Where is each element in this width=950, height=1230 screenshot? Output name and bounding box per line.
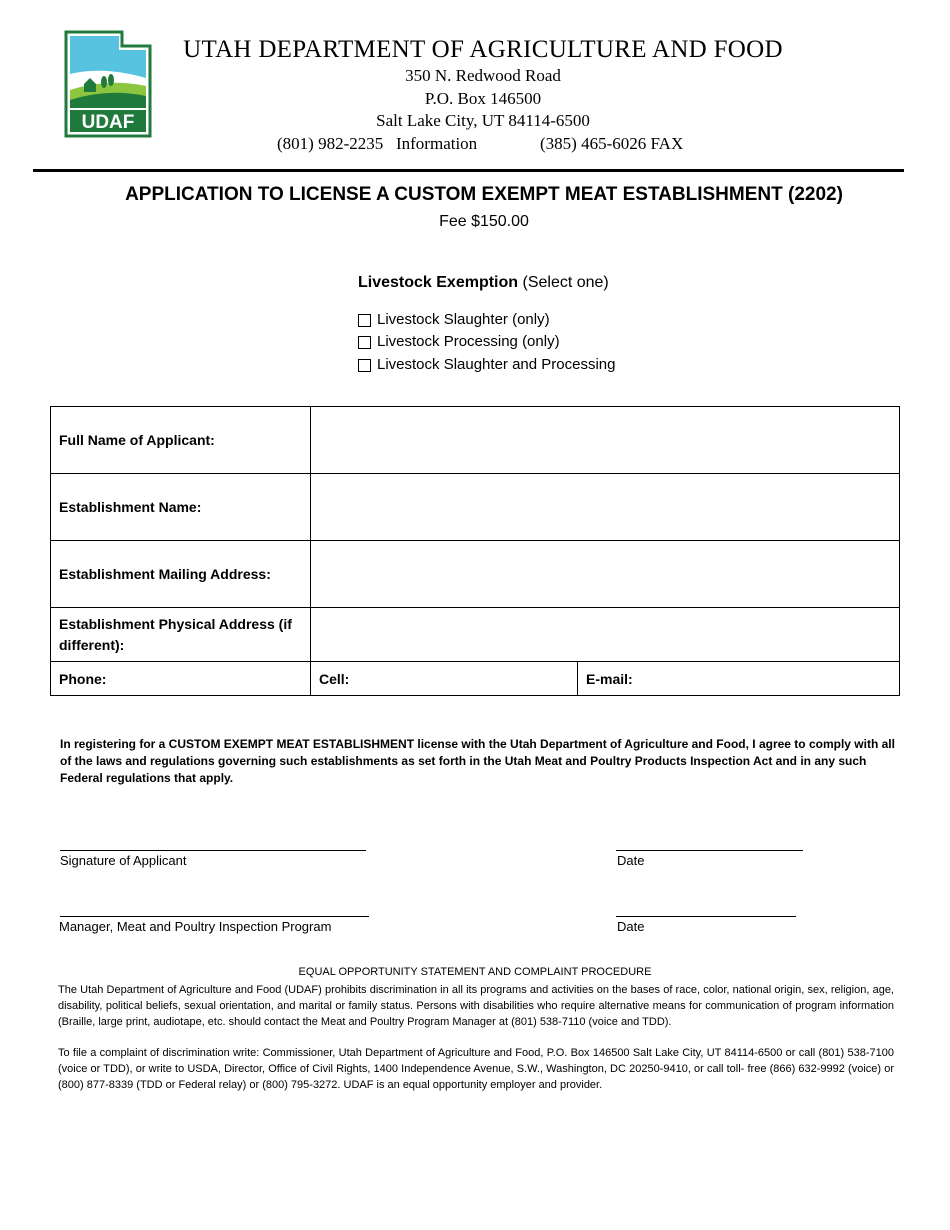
- email-label: E-mail:: [586, 670, 633, 687]
- option-processing[interactable]: [358, 333, 560, 350]
- establishment-name-field[interactable]: [311, 474, 900, 541]
- checkbox-icon[interactable]: [358, 336, 371, 349]
- manager-date-label: Date: [617, 919, 645, 934]
- address-line-2: P.O. Box 146500: [424, 89, 542, 108]
- email-field[interactable]: [578, 662, 900, 696]
- mailing-address-field[interactable]: [311, 541, 900, 608]
- option-label: Livestock Slaughter and Processing: [377, 356, 616, 373]
- physical-address-field[interactable]: [311, 608, 900, 662]
- applicant-date-line[interactable]: [616, 850, 803, 851]
- equal-opportunity-title: EQUAL OPPORTUNITY STATEMENT AND COMPLAINT PROCEDURE: [298, 966, 652, 978]
- logo-text: UDAF: [81, 112, 135, 133]
- full-name-label: Full Name of Applicant:: [51, 407, 311, 474]
- mailing-address-label: Establishment Mailing Address:: [51, 541, 311, 608]
- address-line-1: 350 N. Redwood Road: [405, 66, 561, 85]
- phone-label: Phone:: [59, 670, 107, 687]
- udaf-logo: [64, 30, 152, 138]
- option-label: Livestock Processing (only): [377, 333, 560, 350]
- address-line-3: Salt Lake City, UT 84114-6500: [376, 111, 590, 130]
- agreement-statement: In registering for a CUSTOM EXEMPT MEAT ESTABLISHMENT license with the Utah Department of Agriculture and Food, I agree to comply with all of the laws and regulations governing such establishments as set forth in the Utah Meat and Poultry Products Inspection Act and in any such Federal regulations that apply.: [60, 737, 895, 785]
- complaint-procedure-paragraph: To file a complaint of discrimination write: Commissioner, Utah Department of Agriculture and Food, P.O. Box 146500 Salt Lake City, UT 84114-6500 or call (801) 538-7100 (voice or TDD), or write to USDA, Director, Office of Civil Rights, 1400 Independence Avenue, S.W., Washington, DC 20250-9410, or call toll- free (866) 632-9992 (voice) or (800) 877-8339 (TDD or Federal relay) or (800) 795-3272. UDAF is an equal opportunity employer and provider.: [58, 1047, 894, 1091]
- applicant-signature-line[interactable]: [60, 850, 366, 851]
- phone-field[interactable]: [51, 662, 311, 696]
- full-name-field[interactable]: [311, 407, 900, 474]
- exemption-title: Livestock Exemption: [358, 274, 519, 291]
- manager-signature-label: Manager, Meat and Poultry Inspection Program: [59, 919, 332, 934]
- manager-signature-line[interactable]: [60, 916, 369, 917]
- checkbox-icon[interactable]: [358, 359, 371, 372]
- phone-fax: (385) 465-6026 FAX: [540, 134, 684, 153]
- manager-date-line[interactable]: [616, 916, 796, 917]
- applicant-signature-label: Signature of Applicant: [60, 853, 187, 868]
- option-label: Livestock Slaughter (only): [377, 311, 550, 328]
- establishment-name-label: Establishment Name:: [51, 474, 311, 541]
- applicant-form-table: [50, 406, 900, 696]
- applicant-date-label: Date: [617, 853, 645, 868]
- option-slaughter-and-processing[interactable]: [358, 356, 615, 373]
- fee: Fee $150.00: [439, 213, 529, 230]
- equal-opportunity-paragraph: The Utah Department of Agriculture and Food (UDAF) prohibits discrimination in all its programs and activities on the bases of race, color, national origin, sex, religion, age, disability, political beliefs, sexual orientation, and marital or family status. Persons with disabilities who require alternative means for communication of program information (Braille, large print, audiotape, etc. should contact the Meat and Poultry Program Manager at (801) 538-7110 (voice and TDD).: [58, 984, 894, 1028]
- physical-address-label: Establishment Physical Address (if different):: [51, 608, 311, 662]
- form-title: APPLICATION TO LICENSE A CUSTOM EXEMPT MEAT ESTABLISHMENT (2202): [125, 184, 843, 205]
- exemption-heading: [358, 274, 609, 292]
- cell-field[interactable]: [311, 662, 578, 696]
- header-divider: [33, 169, 904, 172]
- phone-information: (801) 982-2235 Information: [277, 134, 478, 153]
- exemption-subtitle: (Select one): [518, 274, 609, 291]
- option-slaughter[interactable]: [358, 311, 550, 328]
- org-name: UTAH DEPARTMENT OF AGRICULTURE AND FOOD: [183, 36, 783, 63]
- checkbox-icon[interactable]: [358, 314, 371, 327]
- cell-label: Cell:: [319, 670, 350, 687]
